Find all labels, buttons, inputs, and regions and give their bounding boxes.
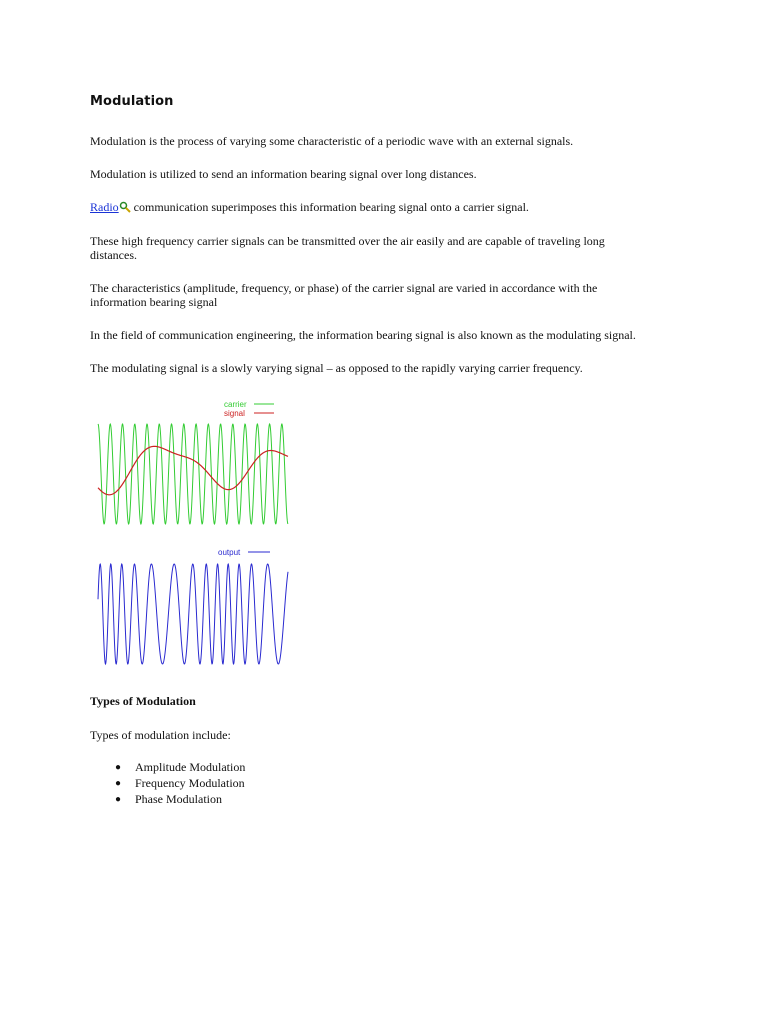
paragraph-purpose: Modulation is utilized to send an information bearing signal over long distances.	[90, 167, 477, 181]
list-item: ● Amplitude Modulation	[115, 760, 246, 774]
characteristics-line-1: The characteristics (amplitude, frequency, or phase) of the carrier signal are varied in accordance with the	[90, 281, 598, 295]
characteristics-line-2: information bearing signal	[90, 295, 218, 309]
types-intro: Types of modulation include:	[90, 728, 231, 742]
paragraph-modulating-signal: In the field of communication engineering, the information bearing signal is also known as the modulating signal.	[90, 328, 636, 342]
radio-paragraph-text: communication superimposes this information bearing signal onto a carrier signal.	[130, 200, 529, 214]
paragraph-slowly-varying: The modulating signal is a slowly varying signal – as opposed to the rapidly varying carrier frequency.	[90, 361, 583, 375]
output-wave	[98, 564, 288, 664]
paragraph-radio	[90, 200, 670, 214]
types-heading: Types of Modulation	[90, 694, 196, 708]
list-item: ● Phase Modulation	[115, 792, 222, 806]
legend-label-output: output	[218, 548, 241, 557]
legend-label-carrier: carrier	[224, 400, 247, 409]
carrier-signal-figure	[94, 396, 294, 528]
list-item: ● Frequency Modulation	[115, 776, 245, 790]
radio-link[interactable]: Radio	[90, 200, 119, 214]
carrier-line-2: distances.	[90, 248, 137, 262]
bullet-icon: ●	[115, 762, 122, 773]
bullet-icon: ●	[115, 794, 122, 805]
output-figure	[94, 544, 294, 672]
carrier-line-1: These high frequency carrier signals can be transmitted over the air easily and are capable of traveling long	[90, 234, 605, 248]
paragraph-definition: Modulation is the process of varying some characteristic of a periodic wave with an external signals.	[90, 134, 574, 148]
legend-label-signal: signal	[224, 409, 245, 418]
page-title: Modulation	[90, 94, 174, 109]
carrier-wave	[98, 424, 288, 524]
paragraph-carrier	[90, 234, 670, 262]
magnifier-icon[interactable]	[119, 201, 131, 213]
bullet-icon: ●	[115, 778, 122, 789]
paragraph-characteristics	[90, 281, 670, 309]
types-list	[90, 760, 245, 808]
